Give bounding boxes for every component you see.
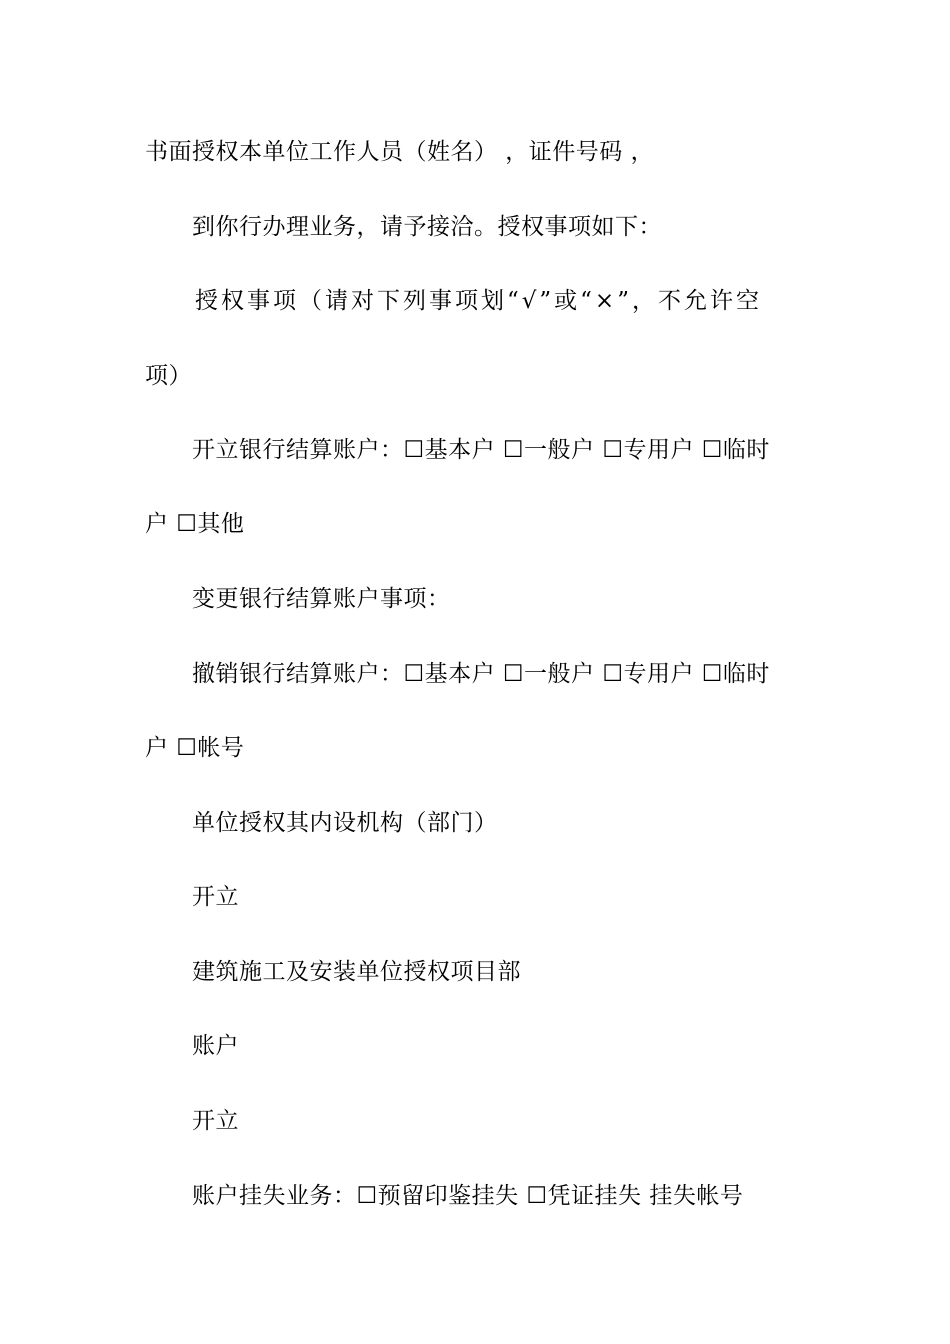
construction-project-line: 建筑施工及安装单位授权项目部 bbox=[192, 959, 521, 985]
account-loss-report-line: 账户挂失业务：☐预留印鉴挂失 ☐凭证挂失 挂失帐号 bbox=[192, 1183, 744, 1209]
close-account-options-cont: 户 ☐帐号 bbox=[145, 735, 245, 761]
authorization-items-instruction-cont: 项） bbox=[145, 363, 192, 389]
open-line-1: 开立 bbox=[192, 884, 239, 910]
authorization-items-instruction: 授权事项（请对下列事项划“√”或“×”，不允许空 bbox=[195, 288, 762, 314]
handle-business-line: 到你行办理业务，请予接洽。授权事项如下： bbox=[192, 214, 662, 240]
open-line-2: 开立 bbox=[192, 1108, 239, 1134]
open-account-options-cont: 户 ☐其他 bbox=[145, 511, 245, 537]
change-account-line: 变更银行结算账户事项： bbox=[192, 586, 451, 612]
open-account-options: 开立银行结算账户：☐基本户 ☐一般户 ☐专用户 ☐临时 bbox=[192, 437, 770, 463]
internal-department-line: 单位授权其内设机构（部门） bbox=[192, 810, 498, 836]
account-line: 账户 bbox=[192, 1033, 239, 1059]
authorization-intro-line: 书面授权本单位工作人员（姓名） ，证件号码 ， bbox=[145, 139, 655, 165]
close-account-options: 撤销银行结算账户：☐基本户 ☐一般户 ☐专用户 ☐临时 bbox=[192, 661, 770, 687]
